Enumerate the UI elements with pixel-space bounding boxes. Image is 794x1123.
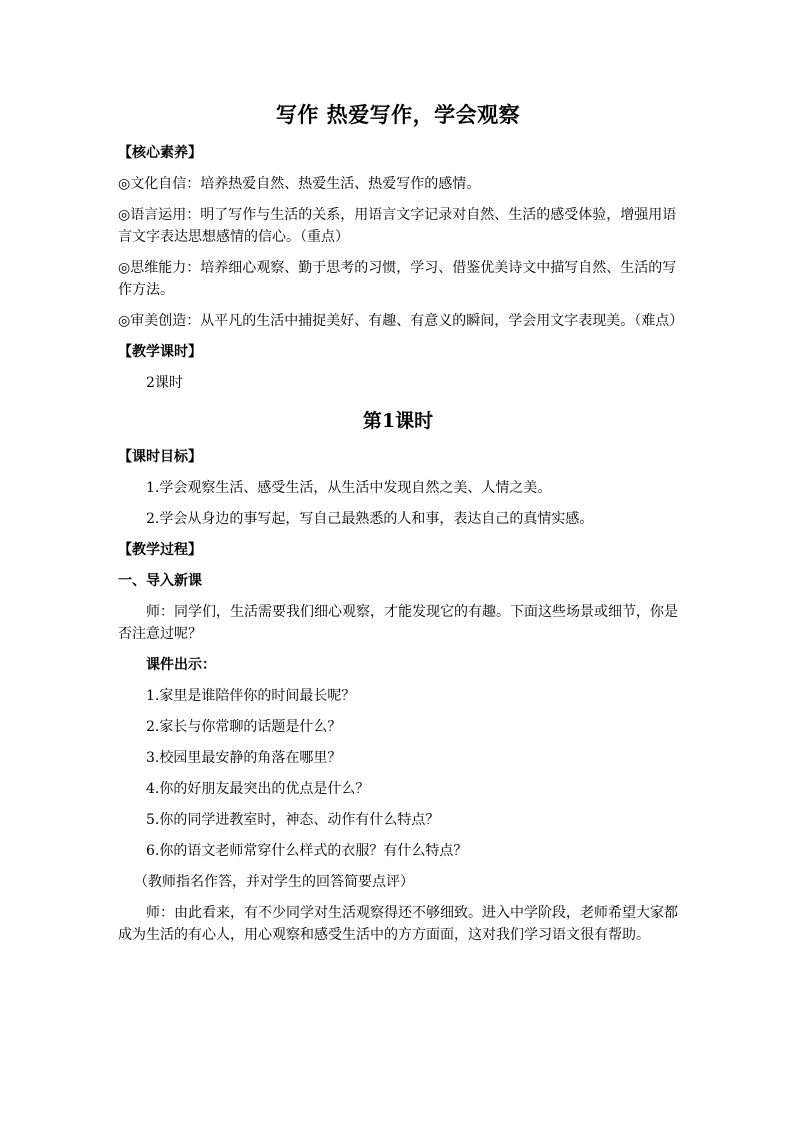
teacher-note: （教师指名作答，并对学生的回答简要点评）: [134, 874, 414, 890]
document-content: [118, 100, 684, 955]
question-item: 3.校园里最安静的角落在哪里？: [146, 750, 342, 766]
teacher-summary-paragraph: 师：由此看来，有不少同学对生活观察得还不够细致。进入中学阶段，老师希望大家都成为生活的有心人，用心观察和感受生活中的方方面面，这对我们学习语文很有帮助。: [118, 905, 678, 943]
core-literacy-heading: 【核心素养】: [118, 145, 202, 161]
question-item: 4.你的好朋友最突出的优点是什么？: [146, 781, 370, 797]
lesson-goal-2: 2.学会从身边的事写起，写自己最熟悉的人和事，表达自己的真情实感。: [146, 511, 594, 527]
page-title: 写作 热爱写作，学会观察: [275, 102, 521, 127]
teaching-hours-heading: 【教学课时】: [118, 344, 202, 360]
question-item: 2.家长与你常聊的话题是什么？: [146, 719, 342, 735]
question-item: 1.家里是谁陪伴你的时间最长呢？: [146, 688, 356, 704]
lesson-goal-1: 1.学会观察生活、感受生活，从生活中发现自然之美、人情之美。: [146, 480, 552, 496]
lesson-goals-heading: 【课时目标】: [118, 449, 202, 465]
step-intro-heading: 一、导入新课: [118, 573, 202, 589]
core-item-language-use: ◎语言运用：明了写作与生活的关系，用语言文字记录对自然、生活的感受体验，增强用语言文字表达思想感情的信心。（重点）: [118, 207, 677, 245]
question-item: 6.你的语文老师常穿什么样式的衣服？有什么特点？: [146, 843, 468, 859]
lesson-title: 第1课时: [362, 410, 434, 432]
teacher-intro-paragraph: 师：同学们，生活需要我们细心观察，才能发现它的有趣。下面这些场景或细节，你是否注意过呢？: [118, 604, 678, 642]
teaching-hours-value: 2课时: [146, 375, 183, 391]
core-item-aesthetic-creation: ◎审美创造：从平凡的生活中捕捉美好、有趣、有意义的瞬间，学会用文字表现美。（难点）: [118, 313, 684, 329]
core-item-cultural-confidence: ◎文化自信：培养热爱自然、热爱生活、热爱写作的感情。: [118, 176, 481, 192]
courseware-label: 课件出示：: [146, 657, 216, 673]
teaching-process-heading: 【教学过程】: [118, 542, 202, 558]
core-item-thinking-ability: ◎思维能力：培养细心观察、勤于思考的习惯，学习、借鉴优美诗文中描写自然、生活的写作方法。: [118, 260, 677, 298]
question-item: 5.你的同学进教室时，神态、动作有什么特点？: [146, 812, 440, 828]
